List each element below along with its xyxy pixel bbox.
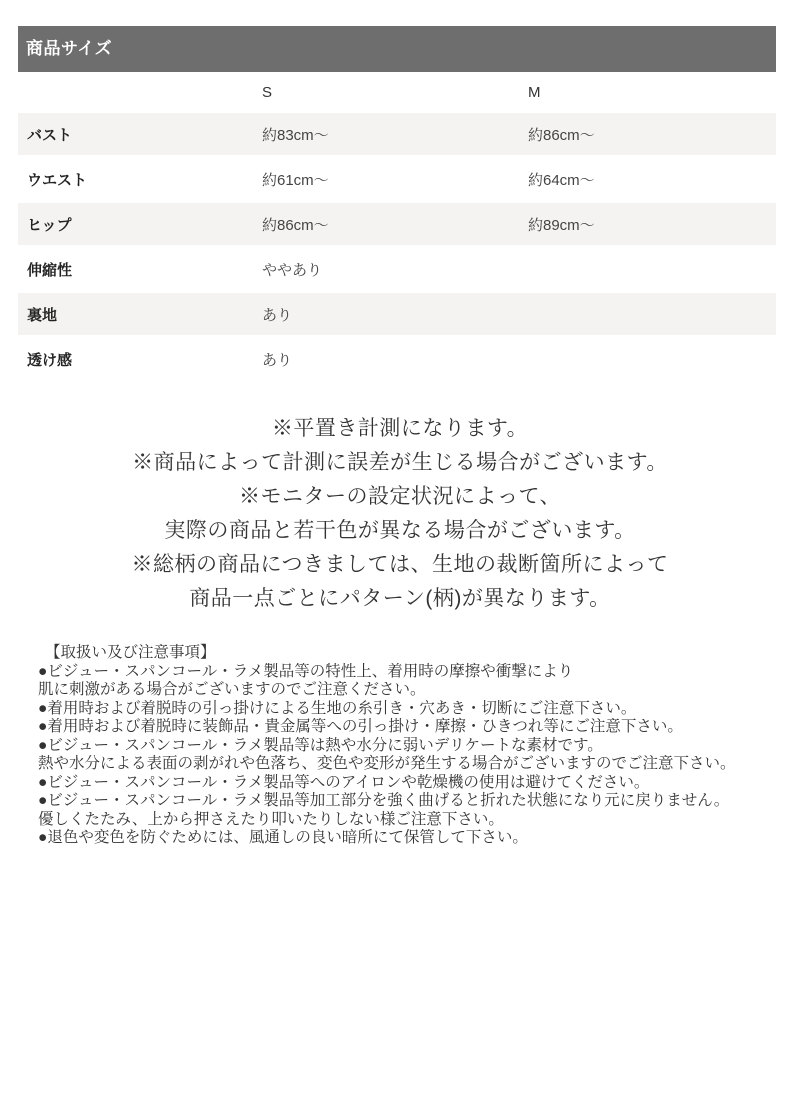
table-row-sheerness: [18, 338, 776, 380]
table-row-stretch: [18, 248, 776, 290]
row-value-s: 約61cm〜: [262, 171, 329, 189]
handling-line: 優しくたたみ、上から押さえたり叩いたりしない様ご注意下さい。: [38, 810, 504, 828]
size-section-header: [18, 26, 776, 72]
handling-line: ●ビジュー・スパンコール・ラメ製品等の特性上、着用時の摩擦や衝撃により: [38, 662, 574, 680]
row-value-m: 約64cm〜: [528, 171, 595, 189]
handling-line: ●退色や変色を防ぐためには、風通しの良い暗所にて保管して下さい。: [38, 829, 528, 846]
row-label: 裏地: [27, 306, 58, 324]
handling-line: ●ビジュー・スパンコール・ラメ製品等は熱や水分に弱いデリケートな素材です。: [38, 736, 603, 754]
note-line: 商品一点ごとにパターン(柄)が異なります。: [189, 587, 611, 610]
table-row-lining: [18, 293, 776, 335]
note-line: ※平置き計測になります。: [271, 417, 529, 440]
note-line: ※商品によって計測に誤差が生じる場合がございます。: [132, 451, 668, 474]
row-label: 伸縮性: [27, 261, 73, 279]
column-header-s: S: [262, 84, 273, 101]
row-label: バスト: [27, 126, 73, 144]
row-value-m: 約89cm〜: [528, 216, 595, 234]
row-label: ヒップ: [27, 216, 72, 234]
row-label: 透け感: [27, 351, 73, 369]
table-row-hip: [18, 203, 776, 245]
handling-notes-title: 【取扱い及び注意事項】: [45, 644, 216, 661]
row-value-s: 約83cm〜: [262, 126, 329, 144]
handling-line: ●ビジュー・スパンコール・ラメ製品等へのアイロンや乾燥機の使用は避けてください。: [38, 773, 650, 791]
measurement-notes: [0, 412, 800, 616]
row-label: ウエスト: [27, 171, 88, 189]
table-row-waist: [18, 158, 776, 200]
row-value-s: あり: [262, 306, 293, 324]
table-row-bust: [18, 113, 776, 155]
handling-line: 熱や水分による表面の剥がれや色落ち、変色や変形が発生する場合がございますのでご注意下さい。: [38, 755, 736, 772]
size-table: [18, 72, 776, 380]
note-line: ※モニターの設定状況によって、: [238, 485, 562, 508]
handling-line: 肌に刺激がある場合がございますのでご注意ください。: [38, 681, 426, 698]
size-table-header-row: [18, 72, 776, 113]
note-line: ※総柄の商品につきましては、生地の裁断箇所によって: [131, 553, 669, 576]
note-line: 実際の商品と若干色が異なる場合がございます。: [164, 519, 636, 542]
row-value-s: ややあり: [262, 261, 323, 279]
row-value-m: 約86cm〜: [528, 126, 595, 144]
handling-line: ●着用時および着脱時の引っ掛けによる生地の糸引き・穴あき・切断にご注意下さい。: [38, 699, 637, 717]
handling-notes: [38, 644, 790, 848]
handling-line: ●着用時および着脱時に装飾品・貴金属等への引っ掛け・摩擦・ひきつれ等にご注意下さい。: [38, 718, 683, 735]
column-header-m: M: [528, 84, 541, 101]
handling-line: ●ビジュー・スパンコール・ラメ製品等加工部分を強く曲げると折れた状態になり元に戻りません。: [38, 792, 730, 809]
product-detail-page: [0, 26, 800, 1093]
row-value-s: 約86cm〜: [262, 216, 329, 234]
row-value-s: あり: [262, 351, 293, 369]
size-section-title: 商品サイズ: [26, 39, 113, 58]
